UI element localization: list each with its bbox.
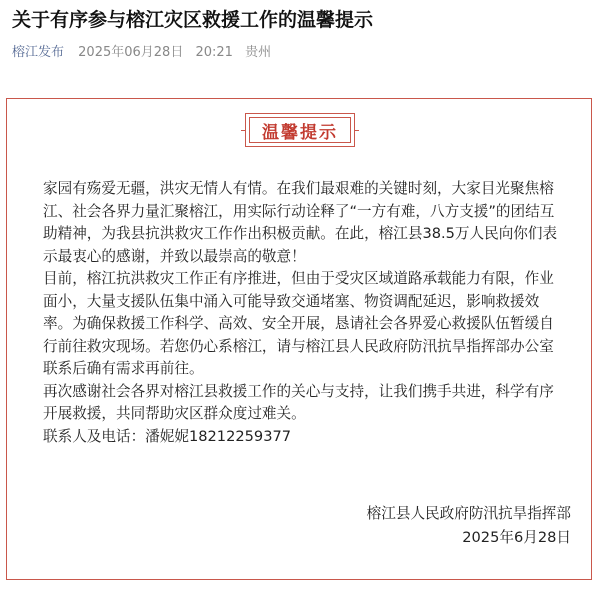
signature-date: 2025年6月28日 <box>462 529 571 546</box>
banner-title: 温馨提示 <box>249 117 351 143</box>
signature-org: 榕江县人民政府防汛抗旱指挥部 <box>366 505 571 522</box>
publish-date: 2025年06月28日 <box>78 45 184 60</box>
publish-location: 贵州 <box>245 45 272 60</box>
article-meta <box>12 44 271 62</box>
notice-banner <box>245 113 355 147</box>
account-name-link[interactable]: 榕江发布 <box>12 45 65 60</box>
publish-time: 20:21 <box>195 45 233 60</box>
notice-paragraph-3: 再次感谢社会各界对榕江县救援工作的关心与支持，让我们携手共进，科学有序开展救援，共同帮助灾区群众度过难关。 <box>43 382 554 422</box>
article-title: 关于有序参与榕江灾区救援工作的温馨提示 <box>12 9 374 31</box>
banner-right-tick <box>355 130 359 131</box>
notice-body <box>43 178 561 448</box>
notice-contact: 联系人及电话：潘妮妮18212259377 <box>43 427 292 445</box>
notice-card <box>6 98 592 580</box>
notice-paragraph-2: 目前，榕江抗洪救灾工作正有序推进，但由于受灾区域道路承载能力有限，作业面小，大量支援队伍集中涌入可能导致交通堵塞、物资调配延迟，影响救援效率。为确保救援工作科学、高效、安全开展，恳请社会各界爱心救援队伍暂缓自行前往救灾现场。若您仍心系榕江，请与榕江县人民政府防汛抗旱指挥部办公室联系后确有需求再前往。 <box>43 270 554 377</box>
notice-paragraph-1: 家园有殇爱无疆，洪灾无情人有情。在我们最艰难的关键时刻，大家目光聚焦榕江、社会各界力量汇聚榕江，用实际行动诠释了“一方有难，八方支援”的团结互助精神，为我县抗洪救灾工作作出积极贡献。在此，榕江县38.5万人民向你们表示最衷心的感谢，并致以最崇高的敬意！ <box>43 180 558 265</box>
banner-left-tick <box>241 130 245 131</box>
notice-signature <box>367 502 571 550</box>
